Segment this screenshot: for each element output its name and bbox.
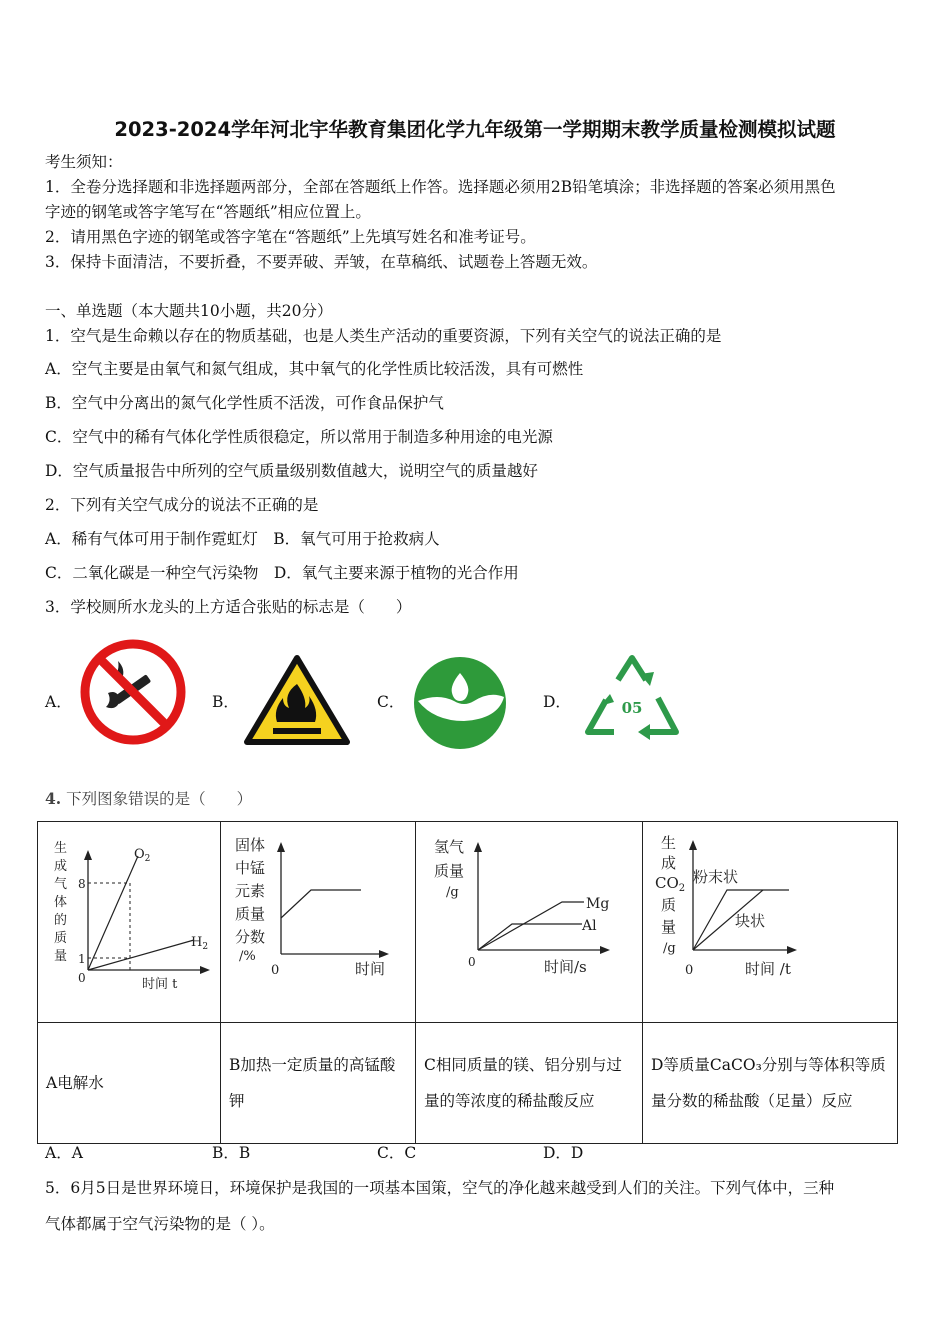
q4-stem xyxy=(45,789,252,809)
graph-a-ylabel-7: 量 xyxy=(54,949,68,964)
co2-subscript: 2 xyxy=(678,883,686,894)
graph-c xyxy=(416,822,643,1018)
o2-label: O xyxy=(134,847,145,862)
graph-c-xlabel: 时间/s xyxy=(544,958,587,976)
graph-a-h2 xyxy=(191,935,208,952)
graph-a-ylabel-6: 质 xyxy=(54,931,68,946)
o2-subscript: 2 xyxy=(144,854,151,864)
q2-options-ab: A．稀有气体可用于制作霓虹灯 B．氧气可用于抢救病人 xyxy=(45,530,440,548)
q4-choice-c: C．C xyxy=(377,1144,417,1162)
notice-line-1b: 字迹的钢笔或答字笔写在“答题纸”相应位置上。 xyxy=(45,203,371,221)
q4-choice-b: B．B xyxy=(212,1144,251,1162)
graph-b-ylabel-6: /% xyxy=(239,949,256,964)
graph-c-ylabel-1: 氢气 xyxy=(434,838,465,856)
q1-stem: 1．空气是生命赖以存在的物质基础，也是人类生产活动的重要资源，下列有关空气的说法正确的是 xyxy=(45,327,722,345)
graph-d-block: 块状 xyxy=(735,912,766,930)
notice-line-1a: 1．全卷分选择题和非选择题两部分，全部在答题纸上作答。选择题必须用2B铅笔填涂；非选择题的答案必须用黑色 xyxy=(45,178,836,196)
q3-label-c: C． xyxy=(377,693,405,711)
graph-a-origin: 0 xyxy=(78,971,86,985)
graph-a-ylabel-1: 生 xyxy=(54,841,68,856)
graph-d-cell xyxy=(643,822,898,1023)
q3-label-a: A． xyxy=(45,693,72,711)
q2-options-cd: C．二氧化碳是一种空气污染物 D．氧气主要来源于植物的光合作用 xyxy=(45,564,519,582)
graph-b-ylabel-1: 固体 xyxy=(235,836,266,854)
graph-a-xlabel: 时间 t xyxy=(142,977,178,992)
graph-c-al: Al xyxy=(582,918,597,934)
graph-c-cell xyxy=(416,822,643,1023)
graph-d-ylabel-4: 质 xyxy=(661,896,677,914)
notice-line-2: 2．请用黑色字迹的钢笔或答字笔在“答题纸”上先填写姓名和准考证号。 xyxy=(45,228,536,246)
graph-a-ylabel-5: 的 xyxy=(54,913,68,928)
graph-a-y8: 8 xyxy=(78,877,86,891)
notice-line-3: 3．保持卡面清洁，不要折叠，不要弄破、弄皱，在草稿纸、试题卷上答题无效。 xyxy=(45,253,598,271)
graph-a-ylabel-4: 体 xyxy=(54,895,68,910)
section-heading: 一、单选题（本大题共10小题，共20分） xyxy=(45,302,333,320)
page-title: 2023-2024学年河北宇华教育集团化学九年级第一学期期末教学质量检测模拟试题 xyxy=(114,118,836,141)
water-saving-icon xyxy=(412,655,508,751)
q3-label-d: D． xyxy=(543,693,571,711)
caption-c: C相同质量的镁、铝分别与过量的等浓度的稀盐酸反应 xyxy=(416,1023,643,1144)
graph-c-mg: Mg xyxy=(586,896,610,912)
graph-b xyxy=(221,822,416,1018)
caption-a: A电解水 xyxy=(38,1023,221,1144)
q1-option-c: C．空气中的稀有气体化学性质很稳定，所以常用于制造多种用途的电光源 xyxy=(45,428,553,446)
graph-b-origin: 0 xyxy=(271,963,280,978)
flammable-warning-icon xyxy=(243,654,351,746)
graph-d-ylabel-2: 成 xyxy=(661,854,677,872)
q4-choice-a: A．A xyxy=(45,1144,83,1162)
caption-b: B加热一定质量的高锰酸钾 xyxy=(221,1023,416,1144)
q1-option-a: A．空气主要是由氧气和氮气组成，其中氧气的化学性质比较活泼，具有可燃性 xyxy=(45,360,584,378)
q4-stem-text: 下列图象错误的是（ ） xyxy=(66,790,253,808)
graph-d-ylabel-1: 生 xyxy=(661,834,677,852)
q5-line-1: 5．6月5日是世界环境日，环境保护是我国的一项基本国策，空气的净化越来越受到人们的关注。下列气体中，三种 xyxy=(45,1179,835,1197)
h2-subscript: 2 xyxy=(202,942,209,952)
graph-d-powder: 粉末状 xyxy=(693,868,739,886)
co2-label: CO xyxy=(655,874,679,892)
q4-number: 4. xyxy=(45,789,62,808)
graph-d-ylabel-6: /g xyxy=(663,941,676,956)
graph-c-ylabel-3: /g xyxy=(446,885,459,900)
no-smoking-icon xyxy=(78,637,188,747)
q4-choice-d: D．D xyxy=(543,1144,584,1162)
q4-table xyxy=(37,821,898,1144)
graph-a xyxy=(38,822,221,1018)
q1-option-d: D．空气质量报告中所列的空气质量级别数值越大，说明空气的质量越好 xyxy=(45,462,538,480)
h2-label: H xyxy=(191,935,203,950)
recycle-number: 05 xyxy=(621,699,643,717)
graph-d-origin: 0 xyxy=(685,963,694,978)
graph-b-ylabel-3: 元素 xyxy=(235,882,266,900)
graph-a-ylabel-3: 气 xyxy=(54,877,68,892)
graph-b-ylabel-4: 质量 xyxy=(235,905,266,923)
graph-d-xlabel: 时间 /t xyxy=(745,960,791,978)
graph-a-y1: 1 xyxy=(78,952,86,966)
graph-b-xlabel: 时间 xyxy=(355,960,386,978)
graph-d xyxy=(643,822,898,1018)
graph-b-ylabel-5: 分数 xyxy=(235,928,266,946)
graph-c-ylabel-2: 质量 xyxy=(434,862,465,880)
graph-a-cell xyxy=(38,822,221,1023)
recycling-icon xyxy=(580,650,684,746)
q3-stem: 3．学校厕所水龙头的上方适合张贴的标志是（ ） xyxy=(45,598,412,616)
graph-d-ylabel-5: 量 xyxy=(661,918,677,936)
caption-d: D等质量CaCO₃分别与等体积等质量分数的稀盐酸（足量）反应 xyxy=(643,1023,898,1144)
q2-stem: 2．下列有关空气成分的说法不正确的是 xyxy=(45,496,319,514)
graph-c-origin: 0 xyxy=(468,955,476,969)
notice-heading: 考生须知： xyxy=(45,153,123,171)
q3-label-b: B． xyxy=(212,693,239,711)
graph-b-ylabel-2: 中锰 xyxy=(235,859,266,877)
graph-a-ylabel-2: 成 xyxy=(54,859,68,874)
graph-a-o2 xyxy=(134,847,150,864)
graph-d-ylabel-3 xyxy=(655,874,685,894)
q5-line-2: 气体都属于空气污染物的是（ ）。 xyxy=(45,1215,275,1233)
q1-option-b: B．空气中分离出的氮气化学性质不活泼，可作食品保护气 xyxy=(45,394,444,412)
graph-b-cell xyxy=(221,822,416,1023)
